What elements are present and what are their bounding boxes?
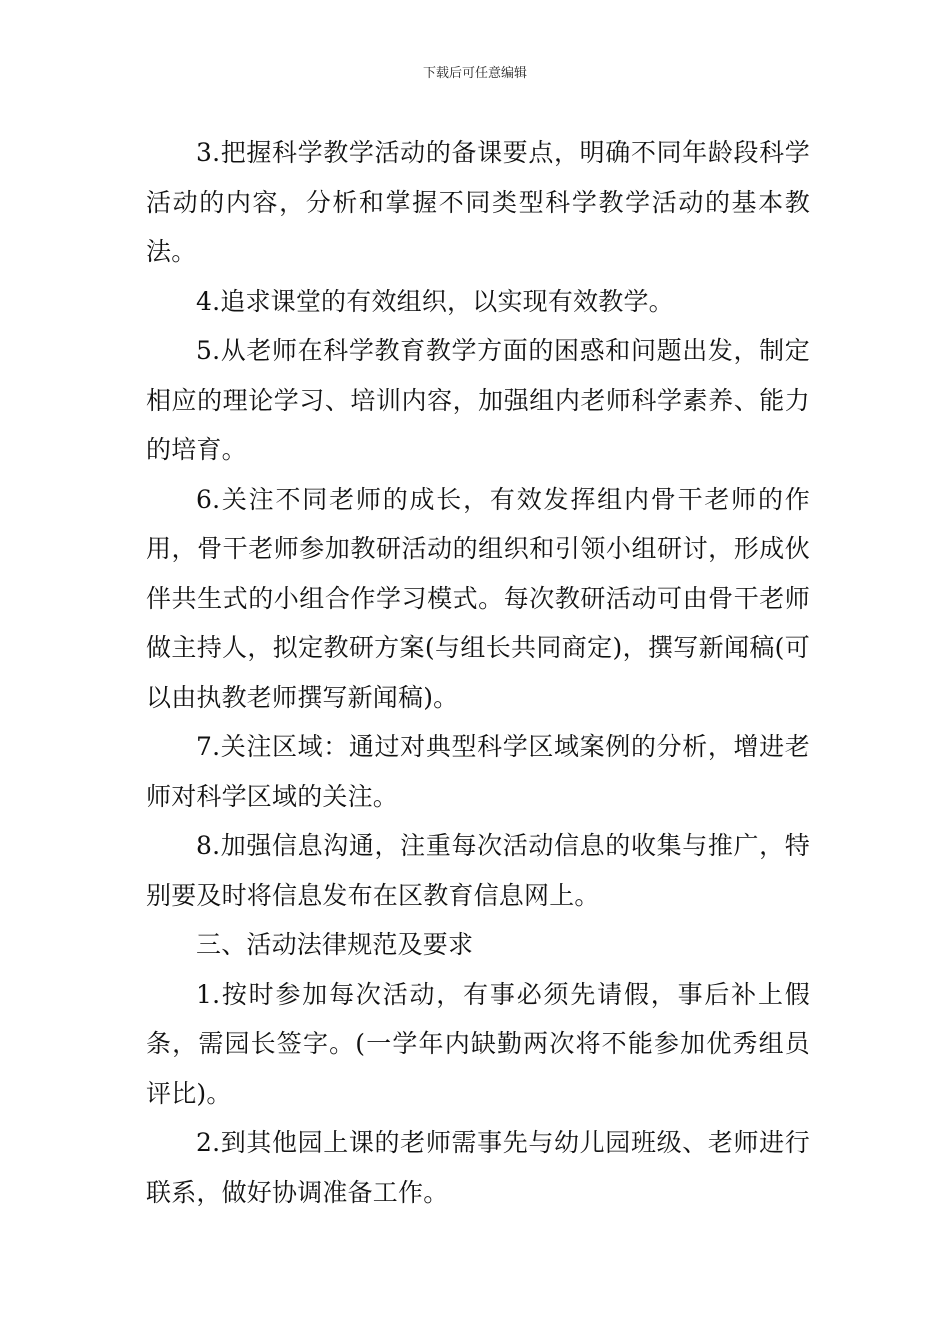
paragraph-item-6: 6.关注不同老师的成长，有效发挥组内骨干老师的作用，骨干老师参加教研活动的组织和引领小组研讨，形成伙伴共生式的小组合作学习模式。每次教研活动可由骨干老师做主持人，拟定教研方案(与组长共同商定)，撰写新闻稿(可以由执教老师撰写新闻稿)。 — [146, 484, 810, 712]
paragraph-item-7: 7.关注区域：通过对典型科学区域案例的分析，增进老师对科学区域的关注。 — [146, 732, 810, 811]
page-header: 下载后可任意编辑 — [422, 66, 527, 81]
paragraph-item-5: 5.从老师在科学教育教学方面的困惑和问题出发，制定相应的理论学习、培训内容，加强组内老师科学素养、能力的培育。 — [146, 336, 810, 464]
paragraph-item-4: 4.追求课堂的有效组织，以实现有效教学。 — [196, 286, 674, 316]
requirement-item-2: 2.到其他园上课的老师需事先与幼儿园班级、老师进行联系，做好协调准备工作。 — [146, 1128, 810, 1207]
paragraph-item-8: 8.加强信息沟通，注重每次活动信息的收集与推广，特别要及时将信息发布在区教育信息网上。 — [146, 831, 810, 910]
section-heading: 三、活动法律规范及要求 — [196, 930, 474, 959]
requirement-item-1: 1.按时参加每次活动，有事必须先请假，事后补上假条，需园长签字。(一学年内缺勤两次将不能参加优秀组员评比)。 — [146, 979, 810, 1108]
paragraph-item-3: 3.把握科学教学活动的备课要点，明确不同年龄段科学活动的内容，分析和掌握不同类型科学教学活动的基本教法。 — [146, 138, 810, 266]
document-body — [146, 128, 810, 1217]
